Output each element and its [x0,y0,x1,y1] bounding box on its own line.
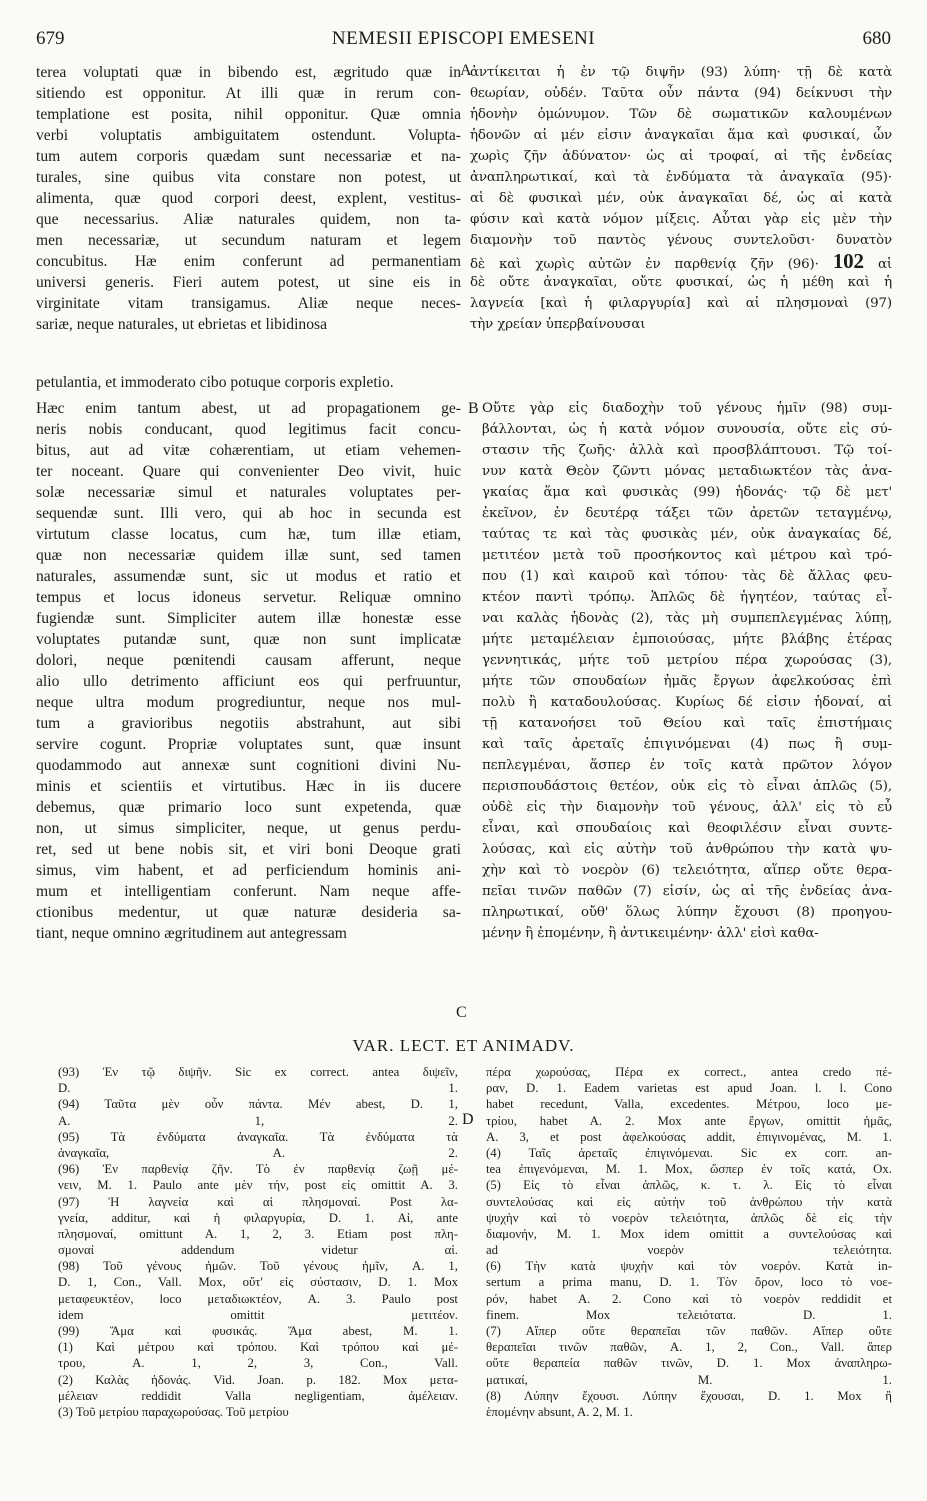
text-line: ἡδονῶν αἱ μέν εἰσιν ἀναγκαῖαι ἅμα καὶ φυσικαί, ὧν [470,128,892,143]
text-line: νειν, M. 1. Paulo ante μὲν τήν, post εἰς omittit A. 3. [58,1178,458,1193]
text-line: mum et intelligentiam conferunt. Nam neque affe- [36,883,461,900]
text-line: εἶναι, καὶ σπουδαίοις καὶ θεοφιλέσιν εἶναι συντε- [482,821,892,836]
notes-column-right [486,1064,892,1420]
text-line: tum a gravioribus negotiis abstrahunt, aut sibi [36,715,461,732]
text-line: πεπλεγμέναι, ἅσπερ ἐν τοῖς κατὰ πρῶτον λόγον [482,758,892,773]
text-line: naturales, assumendæ sunt, sic ut modus et ratio et [36,568,461,585]
text-line: μετιτέον μετὰ τοῦ προσήκοντος καὶ μέτρου καὶ τρό- [482,548,892,563]
text-line: ἑπομένην absunt, A. 2, M. 1. [486,1404,633,1419]
text-line: simus, vim habent, et ad perficiendum hominis ani- [36,862,461,879]
text-line: γκαίας ἅμα καὶ φυσικὰς (99) ἡδονάς· τῷ δὲ μετ' [482,485,892,500]
text-line: ρόν, habet A. 2. Cono καὶ τὸ νοερὸν reddidit et [486,1291,892,1306]
text-line: κτέον παντὶ τρόπῳ. Ἁπλῶς δὲ ἡγητέον, ταύτας εἶ- [482,590,892,605]
text-line: πληρωτικαί, οὔθ' ὅλως λύπην ἔχουσι (8) προηγου- [482,905,892,920]
text-line: Hæc enim tantum abest, ut ad propagationem ge- [36,400,461,417]
text-segment: δὲ καὶ χωρὶς αὐτῶν ἐν παρθενίᾳ ζῆν (96)· [470,257,833,272]
text-line: bitus, aut ad vitæ cohærentiam, ut etiam vehemen- [36,442,461,459]
text-line: tiant, neque omnino ægritudinem aut antegressam [36,925,347,942]
text-line: χὴν καὶ τὸ νοερὸν (6) τελειότητα, αἵπερ οὔτε θερα- [482,863,892,878]
text-line: idem omittit μετιτέον. [58,1307,458,1322]
page-header [36,28,891,54]
text-line: alimenta, quæ quod corpori deest, explent, vestitus- [36,190,461,207]
section-marker-b: B [468,400,479,417]
text-line: (93) Ἐν τῷ διψῆν. Sic ex correct. antea διψεῖν, [58,1065,458,1079]
text-line: verbi voluptatis ambiguitatem ostendunt. Volupta- [36,127,461,144]
latin-column-top [36,62,461,335]
text-line: D. 1, Con., Vall. Mox, οὔτ' εἰς σύστασιν, D. 1. Mox [58,1275,458,1290]
text-line: ραν, D. 1. Eadem varietas est apud Joan. l. l. Cono [486,1081,892,1096]
text-line: γνεία, additur, καὶ ἡ φιλαργυρία, D. 1. Αἱ, ante [58,1210,458,1225]
text-line: ἐκεῖνον, ἐν δευτέρᾳ τάξει τῶν ἀρετῶν τεταγμένῳ, [482,506,892,521]
text-line: λούσας, καὶ εἰς αὐτὴν τοῦ ἀνθρώπου τὴν κατὰ ψυ- [482,842,892,857]
text-line: χωρὶς ζῆν ἀδύνατον· ὡς αἱ τροφαί, αἱ τῆς ἐνδείας [470,149,892,164]
text-line: καὶ ταῖς ἀρεταῖς ἐπιγινόμεναι (4) πως ἢ συμ- [482,737,892,752]
text-line: concubitus. Hæ enim conferunt ad permanentiam [36,253,461,270]
text-line: οὔτε θεραπεία παθῶν τινῶν, D. 1. Mox ἀναπληρω- [486,1356,892,1371]
page-number-left: 679 [36,28,65,49]
text-line: (3) Τοῦ μετρίου παραχωρούσας. Τοῦ μετρίου [58,1404,289,1419]
text-line: habet recedunt, Valla, excedentes. Μέτρου, loco με- [486,1097,892,1112]
running-title: NEMESII EPISCOPI EMESENI [331,28,596,49]
text-line: σμοναί addendum videtur αἱ. [58,1243,458,1258]
text-line: διαμονήν, M. 1. Mox idem omittit a συντελούσας καὶ [486,1226,892,1241]
text-line: (1) Καὶ μέτρου καὶ τρόπου. Καὶ τρόπου καὶ μέ- [58,1340,458,1355]
text-line: διαμονὴν τοῦ παντὸς γένους συντελοῦσι· δυνατὸν [470,233,892,248]
text-line: sequendæ sunt. Illi vero, qui ab hoc in secunda est [36,505,461,522]
greek-column-top [470,62,892,335]
text-line: non, ut simus simpliciter, neque, ut genus perdu- [36,820,461,837]
text-line: τῇ κατανοήσει τοῦ Θείου καὶ ταῖς ἐπιστήμαις [482,716,892,731]
text-line: (99) Ἅμα καὶ φυσικάς. Ἅμα abest, M. 1. [58,1324,458,1338]
page-number-right: 680 [862,28,891,49]
text-line: μέλειαν reddidit Valla negligentiam, ἀμέλειαν. [58,1388,458,1403]
text-line: neris nobis conducant, quod legitimus facit concu- [36,421,461,438]
text-line [470,251,892,272]
notes-heading: VAR. LECT. ET ANIMADV. [352,1036,575,1055]
text-line: στασιν τῆς ζωῆς· ἀλλὰ καὶ προσβλάπτουσι. Τῷ τοί- [482,443,892,458]
text-line: πλησμοναί, omittunt A. 1, 2, 3. Etiam post πλη- [58,1226,458,1241]
text-line: νυν κατὰ Θεὸν ζῶντι μόνας μεταδιωκτέον τὰς ἀνα- [482,464,892,479]
text-line: tea ἐπιγενόμεναι, M. 1. Mox, ὥσπερ ἐν τοῖς κατά, Ox. [486,1162,892,1177]
text-line: petulantia, et immoderato cibo potuque corporis expletio. [36,374,394,391]
text-line: πεῖαι τινῶν παθῶν (7) εἰσίν, ὡς αἱ τῆς ἐνδείας ἀνα- [482,884,892,899]
text-line: ναι καλὰς ἡδονὰς (2), τὰς μὴ συμπεπλεγμένας λύπῃ, [482,611,892,626]
text-line: debemus, quæ primario loco sunt expetenda, quæ [36,799,461,816]
text-line: τὴν χρείαν ὑπερβαίνουσαι [470,317,646,332]
text-line: ψυχὴν καὶ τὸ νοερὸν τελειότητα, ἁπλῶς δὲ εἰς τὴν [486,1210,892,1225]
text-line: turales, sine quibus vita constare non potest, ut [36,169,461,186]
text-line: (7) Αἵπερ οὔτε θεραπεῖαι τῶν παθῶν. Αἵπερ οὔτε [486,1324,892,1338]
text-line: μήτε τῶν σπουδαίων ἡμᾶς ἔργων ἀφελκούσας ἐπὶ [482,674,892,689]
greek-column-main [482,398,892,944]
text-line: men necessariæ, ut secundum naturam et legem [36,232,461,249]
text-line: servire cogunt. Propriæ voluptates sunt, quæ insunt [36,736,461,753]
text-line: D. 1. [58,1081,458,1096]
text-line: neque ultra modum progrediuntur, neque nos mul- [36,694,461,711]
text-line: (94) Ταῦτα μὲν οὖν πάντα. Μέν abest, D. 1, [58,1097,458,1112]
text-line: ret, sed ut bene nobis sit, et viri boni Deoque grati [36,841,461,858]
text-line: solæ necessariæ simul et naturales voluptates per- [36,484,461,501]
text-line: tempus et locus idoneus servetur. Reliquæ omnino [36,589,461,606]
text-line: A. 3, et post ἀφελκούσας addit, ἐπιγινομένας, M. 1. [486,1129,892,1144]
text-line: ad νοερὸν τελειότητα. [486,1243,892,1258]
text-line: τρου, A. 1, 2, 3, Con., Vall. [58,1356,458,1371]
text-line: virtutum classe locatus, cum hæ, tum illæ etiam, [36,526,461,543]
text-line: templatione est posita, nihil opponitur. Quæ omnia [36,106,461,123]
text-line: πέρα χωρούσας, Πέρα ex correct., antea credo πέ- [486,1065,892,1079]
text-line: συντελούσας καὶ εἰς αὐτὴν τοῦ ἀνθρώπου τὴν κατὰ [486,1194,892,1209]
text-line: minis et scientiis et virtutibus. Hæc in iis ducere [36,778,461,795]
text-line: (4) Ταῖς ἀρεταῖς ἐπιγινόμεναι. Sic ex corr. an- [486,1145,892,1160]
text-line: μεταφευκτέον, loco μεταδιωκτέον, A. 3. Paulo post [58,1291,458,1306]
text-segment: αἱ [863,257,892,272]
text-line: ματικαί, M. 1. [486,1372,892,1387]
text-line: virginitate vitam transigamus. Aliæ neque neces- [36,295,461,312]
text-line: voluptates putandæ sunt, quæ non sunt implicatæ [36,631,461,648]
text-line: ἀντίκειται ἡ ἐν τῷ διψῆν (93) λύπη· τῇ δὲ κατὰ [470,65,892,80]
text-line: μήτε μεταμέλειαν ἐμποιούσας, μήτε βλάβης ἑτέρας [482,632,892,647]
text-line: (95) Τὰ ἐνδύματα ἀναγκαῖα. Τὰ ἐνδύματα τὰ [58,1129,458,1144]
text-line: (98) Τοῦ γένους ἡμῶν. Τοῦ γένους ἡμῖν, A. 1, [58,1259,458,1274]
text-line: λαγνεία [καὶ ἡ φιλαργυρία] καὶ αἱ πλησμοναὶ (97) [470,296,892,311]
text-line: βάλλονται, ὡς ἡ κατὰ νόμον συνουσία, οὔτε εἰς σύ- [482,422,892,437]
text-line: (97) Ἡ λαγνεία καὶ αἱ πλησμοναί. Post λα- [58,1194,458,1209]
text-line: (2) Καλὰς ἡδονάς. Vid. Joan. p. 182. Mox μετα- [58,1372,458,1387]
section-marker-d: D [462,1111,474,1128]
text-line: (96) Ἐν παρθενίᾳ ζῆν. Τὸ ἐν παρθενίᾳ ζωῇ μέ- [58,1162,458,1177]
text-line: φύσιν καὶ κατὰ νόμον μίξεις. Αὗται γὰρ εἰς μὲν τὴν [470,212,892,227]
text-line: terea voluptati quæ in bibendo est, ægritudo quæ in [36,64,461,81]
column-number: 102 [832,251,864,272]
text-line: sitiendo est opponitur. At illi quæ in rerum con- [36,85,461,102]
text-line: μένην ἢ ἑπομένην, ἢ ἀντικειμένην· ἀλλ' εἰσὶ καθα- [482,926,819,941]
text-line: quæ non necessariæ quidem illæ sunt, sed tamen [36,547,461,564]
section-marker-a: A [460,62,472,79]
latin-column-main [36,398,461,944]
text-line: πολὺ ἢ καταδουλούσας. Κυρίως δέ εἰσιν ἡδοναί, αἱ [482,695,892,710]
text-line: (6) Τὴν κατὰ ψυχὴν καὶ τὸν νοερόν. Κατὰ in- [486,1259,892,1274]
text-line: fugiendæ sunt. Simpliciter autem illæ honestæ esse [36,610,461,627]
latin-continuation-line [36,372,512,393]
section-marker-c: C [456,1004,467,1021]
text-line: (8) Λύπην ἔχουσι. Λύπην ἔχουσαι, D. 1. Mox ἢ [486,1388,892,1403]
text-line: αἱ δὲ φυσικαὶ μέν, οὐκ ἀναγκαῖαι δέ, ὡς αἱ κατὰ [470,191,892,206]
text-line: ἡδονὴν ὁμώνυμον. Τῶν δὲ σωματικῶν καλουμένων [470,107,892,122]
text-line: θεραπεῖαι τινῶν παθῶν, A. 1, 2, Con., Vall. ἅπερ [486,1340,892,1355]
text-line: οὐδὲ εἰς τὴν διαμονὴν τοῦ γένους, ἀλλ' εἰς τὸ εὖ [482,800,892,815]
text-line: ctionibus medentur, ut quæ naturæ desideria sa- [36,904,461,921]
text-line: γεννητικάς, μήτε τοῦ μετρίου πέρα χωρούσας (3), [482,653,892,668]
text-line: περισπουδάστοις θετέον, οὐκ εἰς τὸ εἶναι ἁπλῶς (5), [482,779,892,794]
text-line: universi generis. Fieri autem potest, ut sine eis in [36,274,461,291]
text-line: alio ullo detrimento afficiunt eos qui perfruuntur, [36,673,461,690]
text-line: finem. Mox τελειότατα. D. 1. [486,1307,892,1322]
notes-column-left [58,1064,458,1420]
text-line: ter noceant. Quare qui convenienter Deo vivit, huic [36,463,461,480]
text-line: ἀναγκαῖα, A. 2. [58,1145,458,1160]
text-line: dolori, neque pœnitendi causam afferunt, neque [36,652,461,669]
text-line: Οὔτε γὰρ εἰς διαδοχὴν τοῦ γένους ἡμῖν (98) συμ- [482,401,892,416]
text-line: δὲ οὔτε ἀναγκαῖαι, οὔτε φυσικαί, ὡς ἡ μέθη καὶ ἡ [470,275,892,290]
text-line: quodammodo aut annexæ sunt cognitioni divini Nu- [36,757,461,774]
text-line: sariæ, neque naturales, ut ebrietas et libidinosa [36,316,327,333]
text-line: ταύτας τε καὶ τὰς φυσικὰς μέν, οὐκ ἀναγκαίας δέ, [482,527,892,542]
text-line: ἀναπληρωτικαί, καὶ τὰ ἐνδύματα τὰ ἀναγκαῖα (95)· [470,170,892,185]
text-line: (5) Εἰς τὸ εἶναι ἁπλῶς, κ. τ. λ. Εἰς τὸ εἶναι [486,1178,892,1193]
text-line: θεωρίαν, οὐδέν. Ταῦτα οὖν πάντα (94) δείκνυσι τὴν [470,86,892,101]
text-line: A. 1, 2. [58,1113,458,1128]
text-line: τρίου, habet A. 2. Mox ante ἔργων, omittit ἡμᾶς, [486,1113,892,1128]
text-line: que necessarius. Aliæ naturales quidem, non ta- [36,211,461,228]
text-line: που (1) καὶ καιροῦ καὶ τόπου· τὰς δὲ ἄλλας φευ- [482,569,892,584]
text-line: tum autem corporis quædam sunt necessariæ et na- [36,148,461,165]
text-line: sertum a prima manu, D. 1. Τὸν ὅρον, loco τὸ νοε- [486,1275,892,1290]
